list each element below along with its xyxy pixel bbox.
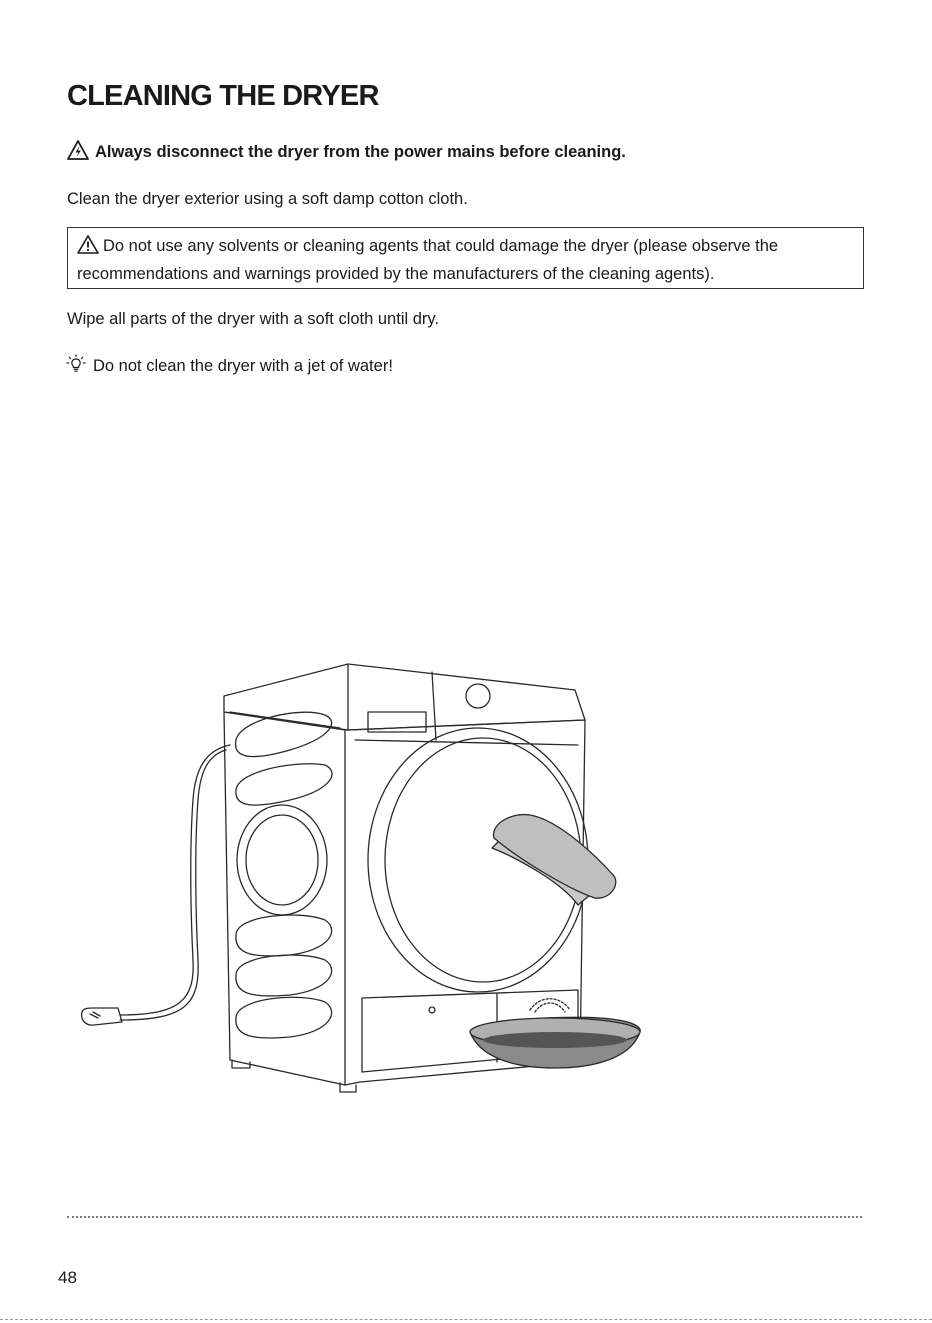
power-cord — [82, 745, 230, 1025]
caution-box-line — [77, 234, 855, 262]
light-bulb-icon — [66, 354, 86, 379]
exterior-instruction: Clean the dryer exterior using a soft damp cotton cloth. — [67, 190, 468, 208]
caution-box-text-2: recommendations and warnings provided by the manufacturers of the cleaning agents). — [77, 265, 715, 283]
page-number: 48 — [58, 1268, 77, 1287]
tip — [66, 354, 393, 379]
dryer-cleaning-illustration — [0, 640, 932, 1120]
cleaning-cloth — [492, 815, 616, 905]
power-warning-text: Always disconnect the dryer from the power mains before cleaning. — [95, 143, 626, 161]
page-edge — [0, 1319, 932, 1320]
caution-triangle-icon — [77, 235, 99, 262]
water-bowl — [470, 1017, 640, 1068]
tip-text: Do not clean the dryer with a jet of water! — [93, 357, 393, 375]
caution-box — [67, 227, 864, 289]
power-warning — [67, 140, 626, 165]
warning-triangle-icon — [67, 140, 89, 165]
page-title: CLEANING THE DRYER — [67, 80, 379, 112]
caution-box-text-1: Do not use any solvents or cleaning agents that could damage the dryer (please observe the — [103, 237, 779, 255]
footer-divider — [67, 1216, 862, 1218]
wipe-instruction: Wipe all parts of the dryer with a soft cloth until dry. — [67, 310, 440, 328]
